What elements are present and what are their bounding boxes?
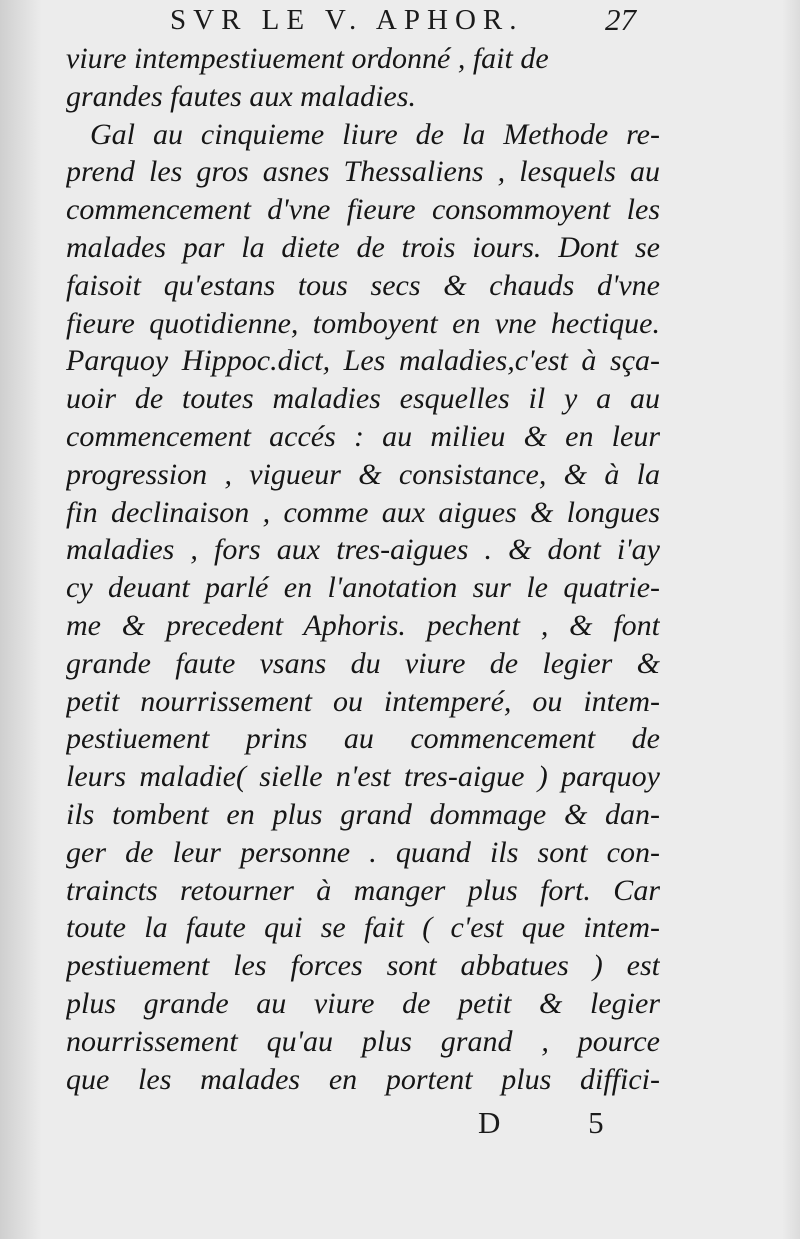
text-line: grande faute vsans du viure de legier & [66,646,660,680]
page-edge-shadow [782,0,800,1239]
running-head: SVR LE V. APHOR. [170,4,524,36]
text-line: commencement d'vne fieure consommoyent les [66,193,660,227]
text-line: prend les gros asnes Thessaliens , lesquels au [66,155,660,189]
text-line: Gal au cinquieme liure de la Methode re- [90,117,660,151]
text-line: Parquoy Hippoc.dict, Les maladies,c'est à sça- [66,344,660,378]
text-line: maladies , fors aux tres-aigues . & dont i'ay [66,533,660,567]
text-line: fin declinaison , comme aux aigues & longues [66,495,660,529]
page-number: 27 [605,2,636,37]
text-line: faisoit qu'estans tous secs & chauds d'vne [66,268,660,302]
text-line: viure intempestiuement ordonné , fait de [66,42,549,75]
text-line: plus grande au viure de petit & legier [66,986,660,1020]
body-text [66,40,660,1098]
signature-mark: D 5 [478,1105,644,1140]
text-line: toute la faute qui se fait ( c'est que intem- [66,911,660,945]
text-line: me & precedent Aphoris. pechent , & font [66,608,660,642]
text-line: fieure quotidienne, tomboyent en vne hectique. [66,306,660,340]
text-line: ils tombent en plus grand dommage & dan- [66,797,660,831]
text-line: malades par la diete de trois iours. Dont se [66,230,660,264]
text-line: pestiuement prins au commencement de [66,722,660,756]
text-line: progression , vigueur & consistance, & à la [66,457,660,491]
text-line: cy deuant parlé en l'anotation sur le quatrie- [66,571,660,605]
text-line: petit nourrissement ou intemperé, ou intem- [66,684,660,718]
text-line: traincts retourner à manger plus fort. Car [66,873,660,907]
text-line: uoir de toutes maladies esquelles il y a au [66,382,660,416]
text-line: ger de leur personne . quand ils sont con- [66,835,660,869]
text-line: que les malades en portent plus diffici- [66,1062,660,1096]
text-line: leurs maladie( sielle n'est tres-aigue ) parquoy [66,760,660,794]
text-line: nourrissement qu'au plus grand , pource [66,1024,660,1058]
binding-shadow [0,0,42,1239]
text-line: pestiuement les forces sont abbatues ) est [66,949,660,983]
text-line: grandes fautes aux maladies. [66,79,416,113]
text-line: commencement accés : au milieu & en leur [66,419,660,453]
